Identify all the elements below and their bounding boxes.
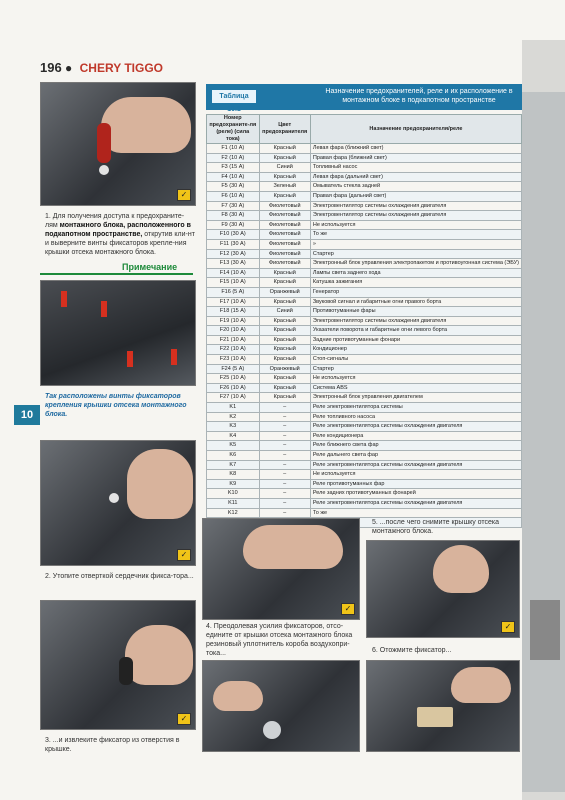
photo-remove-cover bbox=[366, 540, 520, 638]
chapter-tab: 10 bbox=[14, 405, 40, 425]
cell-purpose: Правая фара (ближний свет) bbox=[310, 153, 521, 163]
table-row bbox=[207, 412, 522, 422]
cell-number: K8 bbox=[207, 470, 260, 480]
cell-purpose: Лампы света заднего хода bbox=[310, 268, 521, 278]
cell-color: Фиолетовый bbox=[259, 239, 310, 249]
cell-color: Оранжевый bbox=[259, 364, 310, 374]
cell-color: – bbox=[259, 451, 310, 461]
table-row bbox=[207, 220, 522, 230]
cell-purpose: Стартер bbox=[310, 249, 521, 259]
cell-number: F24 (5 А) bbox=[207, 364, 260, 374]
photo-press-core bbox=[40, 440, 196, 566]
hand-icon bbox=[101, 97, 191, 153]
cell-color: Красный bbox=[259, 383, 310, 393]
table-row bbox=[207, 249, 522, 259]
cell-color: Красный bbox=[259, 278, 310, 288]
cell-purpose: Электровентилятор системы охлаждения двигателя bbox=[310, 316, 521, 326]
table-row bbox=[207, 335, 522, 345]
arrow-icon bbox=[61, 291, 67, 307]
cell-number: K2 bbox=[207, 412, 260, 422]
cell-number: F19 (10 А) bbox=[207, 316, 260, 326]
cell-number: F11 (30 А) bbox=[207, 239, 260, 249]
cell-number: F17 (10 А) bbox=[207, 297, 260, 307]
table-header-row bbox=[207, 115, 522, 144]
cell-number: F23 (10 А) bbox=[207, 355, 260, 365]
cell-purpose: Не используется bbox=[310, 220, 521, 230]
table-row bbox=[207, 403, 522, 413]
cell-purpose: Реле электровентилятора системы охлаждения двигателя bbox=[310, 498, 521, 508]
table-row bbox=[207, 345, 522, 355]
photo-engine-bay bbox=[202, 660, 360, 752]
cell-number: F16 (5 А) bbox=[207, 287, 260, 297]
table-row bbox=[207, 441, 522, 451]
caption-step-1 bbox=[45, 212, 195, 257]
cell-color: Красный bbox=[259, 316, 310, 326]
cell-color: Красный bbox=[259, 191, 310, 201]
fuse-block-icon bbox=[417, 707, 453, 727]
cell-purpose: Указатели поворота и габаритные огни левого борта bbox=[310, 326, 521, 336]
cell-color: – bbox=[259, 403, 310, 413]
hand-icon bbox=[451, 667, 511, 703]
fastener-icon bbox=[109, 493, 119, 503]
cell-number: F6 (10 А) bbox=[207, 191, 260, 201]
table-row bbox=[207, 431, 522, 441]
cell-purpose: Реле электровентилятора системы bbox=[310, 403, 521, 413]
caption-1-bold: монтажного блока, расположенного в подкапотном пространстве, bbox=[45, 222, 191, 238]
cell-color: Красный bbox=[259, 153, 310, 163]
photo-seal-detach bbox=[202, 518, 360, 620]
caption-1-suffix: открутив кли-нт и выверните винты фиксаторов крепле-ния крышки отсека монтажного блока. bbox=[45, 231, 195, 256]
cell-number: F8 (30 А) bbox=[207, 211, 260, 221]
header-purpose: Назначение предохранителя/реле bbox=[310, 115, 521, 144]
header-color: Цвет предохранителя bbox=[259, 115, 310, 144]
cell-purpose: Противотуманные фары bbox=[310, 307, 521, 317]
cell-purpose: Реле кондиционера bbox=[310, 431, 521, 441]
cell-number: K3 bbox=[207, 422, 260, 432]
table-row bbox=[207, 182, 522, 192]
cell-purpose: Реле противотуманных фар bbox=[310, 479, 521, 489]
cell-number: F14 (10 А) bbox=[207, 268, 260, 278]
table-row bbox=[207, 268, 522, 278]
cell-color: Красный bbox=[259, 335, 310, 345]
header-number: Номер предохраните-ля (реле) (сила тока) bbox=[207, 115, 260, 144]
cell-number: F27 (10 А) bbox=[207, 393, 260, 403]
photo-cover-screws bbox=[40, 280, 196, 386]
table-row bbox=[207, 153, 522, 163]
cell-purpose: Стоп-сигналы bbox=[310, 355, 521, 365]
cell-purpose: Правая фара (дальний свет) bbox=[310, 191, 521, 201]
cell-purpose: Реле электровентилятора системы охлаждения двигателя bbox=[310, 460, 521, 470]
step-mark-icon: ✓ bbox=[501, 621, 515, 633]
cell-number: K4 bbox=[207, 431, 260, 441]
note-divider bbox=[40, 273, 193, 275]
cell-color: Зеленый bbox=[259, 182, 310, 192]
cell-number: F1 (10 А) bbox=[207, 144, 260, 154]
table-row bbox=[207, 451, 522, 461]
caption-step-6: 6. Отожмите фиксатор... bbox=[372, 647, 452, 654]
cell-color: Фиолетовый bbox=[259, 230, 310, 240]
arrow-icon bbox=[127, 351, 133, 367]
cell-color: Красный bbox=[259, 144, 310, 154]
cell-color: Фиолетовый bbox=[259, 201, 310, 211]
cell-color: Красный bbox=[259, 393, 310, 403]
step-mark-icon: ✓ bbox=[177, 549, 191, 561]
cell-number: F7 (30 А) bbox=[207, 201, 260, 211]
next-page-edge bbox=[522, 40, 565, 800]
cell-color: – bbox=[259, 489, 310, 499]
cell-purpose: Система ABS bbox=[310, 383, 521, 393]
cell-number: F18 (15 А) bbox=[207, 307, 260, 317]
cell-color: Фиолетовый bbox=[259, 211, 310, 221]
caption-step-2: 2. Утопите отверткой сердечник фикса-тора... bbox=[45, 573, 194, 580]
cell-purpose: Звуковой сигнал и габаритные огни правого борта bbox=[310, 297, 521, 307]
cell-number: F5 (30 А) bbox=[207, 182, 260, 192]
table-row bbox=[207, 201, 522, 211]
brand-dot-icon: ● bbox=[65, 61, 73, 75]
cell-number: K5 bbox=[207, 441, 260, 451]
reservoir-icon bbox=[263, 721, 281, 739]
cell-purpose: То же bbox=[310, 508, 521, 518]
table-row bbox=[207, 498, 522, 508]
cell-purpose: Не используется bbox=[310, 470, 521, 480]
note-text: Так расположены винты фиксаторов крепления крышки отсека монтажного блока. bbox=[45, 393, 187, 418]
table-row bbox=[207, 287, 522, 297]
cell-purpose: Реле ближнего света фар bbox=[310, 441, 521, 451]
table-row bbox=[207, 259, 522, 269]
cell-number: F10 (30 А) bbox=[207, 230, 260, 240]
cell-number: F4 (10 А) bbox=[207, 172, 260, 182]
table-row bbox=[207, 374, 522, 384]
cell-purpose: Электронный блок управления двигателем bbox=[310, 393, 521, 403]
next-page-photo bbox=[530, 600, 560, 660]
cell-color: Красный bbox=[259, 172, 310, 182]
cell-number: F25 (10 А) bbox=[207, 374, 260, 384]
table-row bbox=[207, 470, 522, 480]
step-mark-icon: ✓ bbox=[341, 603, 355, 615]
table-row bbox=[207, 364, 522, 374]
cell-color: Красный bbox=[259, 326, 310, 336]
table-row bbox=[207, 163, 522, 173]
cell-color: – bbox=[259, 422, 310, 432]
cell-purpose: Реле задних противотуманных фонарей bbox=[310, 489, 521, 499]
table-row bbox=[207, 508, 522, 518]
caption-1-text: 1. Для получения доступа к предохраните-лям bbox=[45, 213, 185, 229]
cell-color: Красный bbox=[259, 355, 310, 365]
caption-step-4: 4. Преодолевая усилия фиксаторов, отсо-едините от крышки отсека монтажного блока резиновый уплотнитель короба воздухопри-тока... bbox=[206, 623, 353, 657]
table-row bbox=[207, 326, 522, 336]
table-row bbox=[207, 383, 522, 393]
cell-color: Синий bbox=[259, 163, 310, 173]
cell-number: F22 (10 А) bbox=[207, 345, 260, 355]
cell-number: F13 (30 А) bbox=[207, 259, 260, 269]
cell-color: Фиолетовый bbox=[259, 259, 310, 269]
cell-purpose: Реле топливного насоса bbox=[310, 412, 521, 422]
page-number: 196 bbox=[40, 60, 62, 75]
cell-purpose: Реле электровентилятора системы охлаждения двигателя bbox=[310, 422, 521, 432]
next-page-strip bbox=[522, 92, 565, 792]
cell-number: K7 bbox=[207, 460, 260, 470]
table-row bbox=[207, 307, 522, 317]
table-row bbox=[207, 239, 522, 249]
pliers-icon bbox=[119, 657, 133, 685]
cell-number: F2 (10 А) bbox=[207, 153, 260, 163]
screwdriver-icon bbox=[97, 123, 111, 163]
cell-color: Красный bbox=[259, 268, 310, 278]
cell-color: – bbox=[259, 479, 310, 489]
cell-purpose: Омыватель стекла задней bbox=[310, 182, 521, 192]
cell-purpose: Не используется bbox=[310, 374, 521, 384]
cell-color: Синий bbox=[259, 307, 310, 317]
cell-number: F12 (30 А) bbox=[207, 249, 260, 259]
table-row bbox=[207, 422, 522, 432]
cell-purpose: Электровентилятор системы охлаждения двигателя bbox=[310, 211, 521, 221]
cell-purpose: Левая фара (дальний свет) bbox=[310, 172, 521, 182]
cell-purpose: Стартер bbox=[310, 364, 521, 374]
cell-number: F21 (10 А) bbox=[207, 335, 260, 345]
table-row bbox=[207, 479, 522, 489]
arrow-icon bbox=[171, 349, 177, 365]
cell-number: K9 bbox=[207, 479, 260, 489]
cell-color: Фиолетовый bbox=[259, 220, 310, 230]
hand-icon bbox=[213, 681, 263, 711]
table-row bbox=[207, 489, 522, 499]
table-row bbox=[207, 172, 522, 182]
table-title: Назначение предохранителей, реле и их расположение в монтажном блоке в подкапотном пространстве bbox=[325, 88, 513, 104]
cell-color: – bbox=[259, 508, 310, 518]
hand-icon bbox=[243, 525, 343, 569]
cell-purpose: Электровентилятор системы охлаждения двигателя bbox=[310, 201, 521, 211]
fuse-table bbox=[206, 114, 522, 528]
arrow-icon bbox=[101, 301, 107, 317]
cell-number: F20 (10 А) bbox=[207, 326, 260, 336]
cell-purpose: Катушка зажигания bbox=[310, 278, 521, 288]
cell-purpose: То же bbox=[310, 230, 521, 240]
cell-number: K6 bbox=[207, 451, 260, 461]
cell-purpose: Реле дальнего света фар bbox=[310, 451, 521, 461]
cell-purpose: Электронный блок управления электропакетом и противоугонная система (ЭБУ) bbox=[310, 259, 521, 269]
page-header bbox=[40, 60, 163, 75]
hand-icon bbox=[125, 625, 193, 685]
cell-purpose: » bbox=[310, 239, 521, 249]
cell-number: F3 (15 А) bbox=[207, 163, 260, 173]
screw-icon bbox=[99, 165, 109, 175]
cell-color: – bbox=[259, 460, 310, 470]
table-row bbox=[207, 316, 522, 326]
cell-number: F15 (10 А) bbox=[207, 278, 260, 288]
step-mark-icon: ✓ bbox=[177, 189, 191, 201]
cell-number: K1 bbox=[207, 403, 260, 413]
table-row bbox=[207, 144, 522, 154]
cell-color: – bbox=[259, 441, 310, 451]
cell-number: K12 bbox=[207, 508, 260, 518]
cell-color: Красный bbox=[259, 374, 310, 384]
step-mark-icon: ✓ bbox=[177, 713, 191, 725]
cell-purpose: Топливный насос bbox=[310, 163, 521, 173]
table-row bbox=[207, 278, 522, 288]
table-row bbox=[207, 460, 522, 470]
table-body bbox=[207, 144, 522, 528]
cell-color: Красный bbox=[259, 345, 310, 355]
table-row bbox=[207, 211, 522, 221]
hand-icon bbox=[127, 449, 193, 519]
cell-purpose: Левая фара (ближний свет) bbox=[310, 144, 521, 154]
cell-color: – bbox=[259, 412, 310, 422]
cell-purpose: Генератор bbox=[310, 287, 521, 297]
table-row bbox=[207, 355, 522, 365]
table-tag: Таблица 10.1 bbox=[212, 90, 256, 103]
note-title: Примечание bbox=[122, 262, 178, 272]
cell-color: – bbox=[259, 470, 310, 480]
cell-number: K11 bbox=[207, 498, 260, 508]
cell-color: – bbox=[259, 498, 310, 508]
cell-color: – bbox=[259, 431, 310, 441]
photo-fuse-box bbox=[366, 660, 520, 752]
photo-remove-fastener bbox=[40, 600, 196, 730]
table-row bbox=[207, 297, 522, 307]
cell-number: F26 (10 А) bbox=[207, 383, 260, 393]
caption-step-3: 3. ...и извлеките фиксатор из отверстия в крышке. bbox=[45, 737, 180, 753]
cell-number: K10 bbox=[207, 489, 260, 499]
table-row bbox=[207, 393, 522, 403]
cell-color: Оранжевый bbox=[259, 287, 310, 297]
cell-purpose: Кондиционер bbox=[310, 345, 521, 355]
table-row bbox=[207, 191, 522, 201]
brand-name: CHERY TIGGO bbox=[79, 61, 163, 75]
photo-unscrew-screw bbox=[40, 82, 196, 206]
cell-number: F9 (30 А) bbox=[207, 220, 260, 230]
hand-icon bbox=[433, 545, 489, 593]
table-title-bar bbox=[206, 84, 522, 113]
cell-purpose: Задние противотуманные фонари bbox=[310, 335, 521, 345]
caption-step-5: 5. ...после чего снимите крышку отсека монтажного блока. bbox=[372, 519, 500, 535]
cell-color: Фиолетовый bbox=[259, 249, 310, 259]
cell-color: Красный bbox=[259, 297, 310, 307]
table-row bbox=[207, 230, 522, 240]
